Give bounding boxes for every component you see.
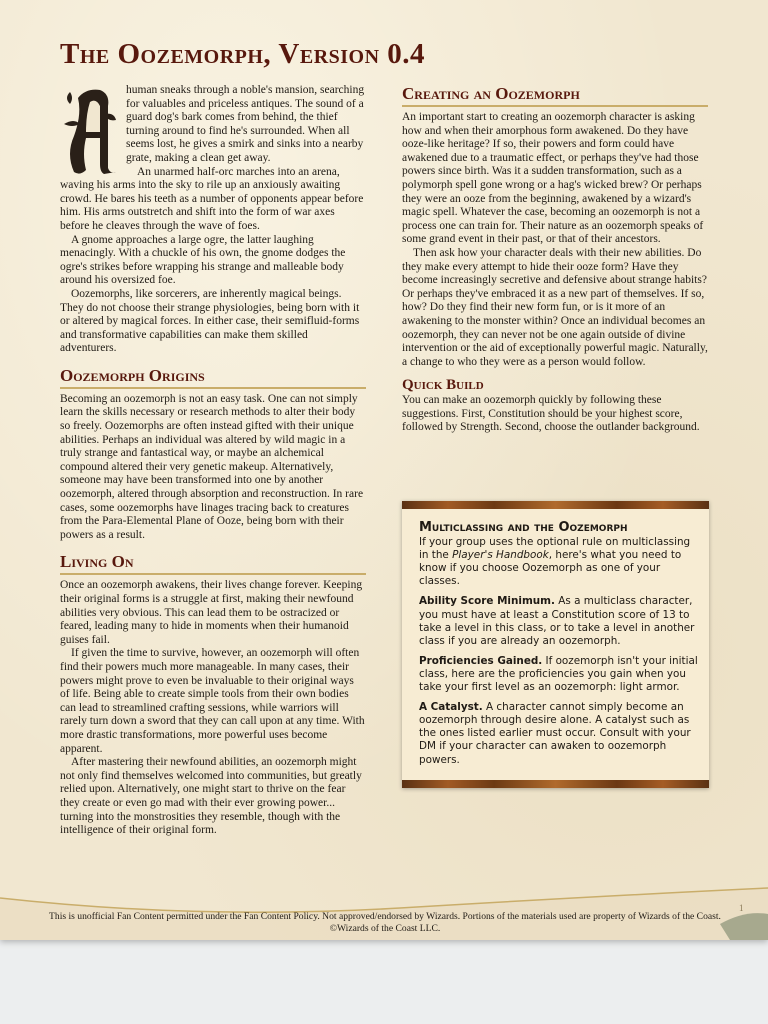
- intro-paragraph-3: A gnome approaches a large ogre, the latter laughing menacingly. With a chuckle of his own, the gnome dodges the ogre's strikes before wrapping his strange and malleable body around his oversized foe.: [60, 233, 346, 287]
- page-title: The Oozemorph, Version 0.4: [60, 38, 426, 70]
- ability-score-text: As a multiclass character, you must have at least a Constitution score of 13 to take a level in this class, or to take a level in another class if you are already an oozemorph.: [419, 595, 695, 647]
- footer-legal-text: This is unofficial Fan Content permitted under the Fan Content Policy. Not approved/endorsed by Wizards. Portions of the materials used are property of Wizards of the Coast. ©Wizards of the Coast LLC.: [49, 911, 721, 934]
- left-column: [60, 84, 366, 838]
- heading-oozemorph-origins: Oozemorph Origins: [60, 366, 366, 389]
- quick-build-paragraph: You can make an oozemorph quickly by following these suggestions. First, Constitution should be your highest score, followed by Strength. Second, choose the outlander background.: [402, 394, 700, 434]
- sidebar-book-title: Player's Handbook: [452, 549, 549, 562]
- heading-living-on: Living On: [60, 552, 366, 575]
- heading-quick-build: Quick Build: [402, 377, 484, 394]
- proficiencies-text: If oozemorph isn't your initial class, here are the proficiencies you gain when you take your first level as an oozemorph: light armor.: [419, 654, 698, 694]
- catalyst-text: A character cannot simply become an oozemorph through desire alone. A catalyst such as the ones listed earlier must occur. Consult with your DM if your character can awaken to oozemorph powers.: [419, 701, 691, 766]
- sidebar-content: [419, 521, 699, 774]
- sidebar-proficiencies: [419, 655, 699, 694]
- living-paragraph-2: If given the time to survive, however, an oozemorph will often find their powers much more manageable. In many cases, their powers might prove to even be invaluable to their original ways of life. Being able to create simple tools from their own bodies can lead to streamlined crafting sessions, while warriors will rarely turn down a sword that they can call upon at any time. With more drastic transformations, more powerful uses become apparent.: [60, 647, 365, 755]
- living-paragraph-3: After mastering their newfound abilities, an oozemorph might not only find themselves welcomed into communities, but greatly relied upon. Alternatively, one might start to thrive on the fear they create or even go mad with their ever growing power... turning into the monstrosities they resemble, though with the intelligence of their original form.: [60, 756, 362, 837]
- intro-paragraph-1: human sneaks through a noble's mansion, searching for valuables and priceless antiques. The sound of a guard dog's bark comes from behind, the thief turning around to find he's surrounded. When all seems lost, he gives a smirk and sinks into a nearby grate, making a clean get away.: [126, 84, 365, 164]
- page-number: 1: [739, 903, 744, 913]
- dropcap-letter-a-icon: [60, 84, 118, 176]
- sidebar-intro-text: If your group uses the optional rule on multiclassing in the: [419, 536, 691, 562]
- ability-score-label: Ability Score Minimum.: [419, 595, 555, 608]
- catalyst-label: A Catalyst.: [419, 701, 483, 714]
- heading-creating-an-oozemorph: Creating an Oozemorph: [402, 84, 708, 107]
- intro-paragraph-4: Oozemorphs, like sorcerers, are inherently magical beings. They do not choose their strange physiologies, being born with it or altered by magical forces. In either case, their semifluid-forms and transformative capabilities can make them skilled adventurers.: [60, 287, 360, 355]
- living-paragraph-1: Once an oozemorph awakens, their lives change forever. Keeping their original forms is a struggle at first, making their newfound abilities very obvious. This can lead them to be ostracized or feared, leading many to hide in moments when their humanoid guises fail.: [60, 579, 363, 646]
- sidebar-intro: [419, 536, 699, 588]
- sidebar-top-border: [402, 501, 709, 509]
- right-column: [402, 84, 708, 435]
- sidebar-ability-score: [419, 595, 699, 647]
- intro-paragraph-2: An unarmed half-orc marches into an arena, waving his arms into the sky to rile up an anxiously awaiting crowd. He bares his teeth as a number of opponents appear before him. His arms outstretch and shift into the form of war axes before he cleaves through the wave of foes.: [60, 165, 364, 232]
- creating-paragraph-2: Then ask how your character deals with their new abilities. Do they make every attempt to hide their ooze form? Have they become increasingly secretive and defensive about strange habits? Or perhaps they've embraced it as a new part of themselves. If so, how? Do they find their new form fun, or is it more of an awakening to the monster within? Once an individual becomes an oozemorph, they can never not be one again outside of divine intervention or the aid of exceptionally powerful magic. Naturally, a change to who they were as a person would follow.: [402, 246, 708, 368]
- sidebar-title: Multiclassing and the Oozemorph: [419, 520, 628, 535]
- sidebar-catalyst: [419, 701, 699, 766]
- multiclassing-sidebar: [402, 501, 709, 788]
- origins-paragraph-1: Becoming an oozemorph is not an easy task. One can not simply learn the skills necessary or research methods to alter their body so freely. Oozemorphs are often instead gifted with their unique abilities. Perhaps an individual was altered by wild magic in a truly strange and fantastical way, or maybe an alchemical compound altered their very genetic makeup. Alternatively, someone may have been transformed into one by another oozemorph, altered through absorption and reconstruction. In rare cases, some oozemorphs have linages tracing back to creatures from the Para-Elemental Plane of Ooze, being born with their powers as a result.: [60, 392, 364, 541]
- sidebar-bottom-border: [402, 780, 709, 788]
- dropcap: [60, 84, 118, 176]
- sidebar-intro-text-2: , here's what you need to know if you choose Oozemorph as one of your classes.: [419, 549, 682, 588]
- creating-paragraph-1: An important start to creating an oozemorph character is asking how and when their amorphous form awakened. Do they have ooze-like heritage? If so, their powers and form could have awakened due to a traumatic effect, or perhaps they've had those powers since birth. Was it a sudden transformation, such as a polymorph spell gone wrong or a hag's wicked brew? Or perhaps they were an ooze from the beginning, awakened by a wizard's magic spell. Whatever the case, becoming an oozemorph is not a process one can train for. Their nature as an oozemorph speaks of some grand event in their past, or that of their ancestors.: [402, 111, 704, 246]
- proficiencies-label: Proficiencies Gained.: [419, 654, 543, 667]
